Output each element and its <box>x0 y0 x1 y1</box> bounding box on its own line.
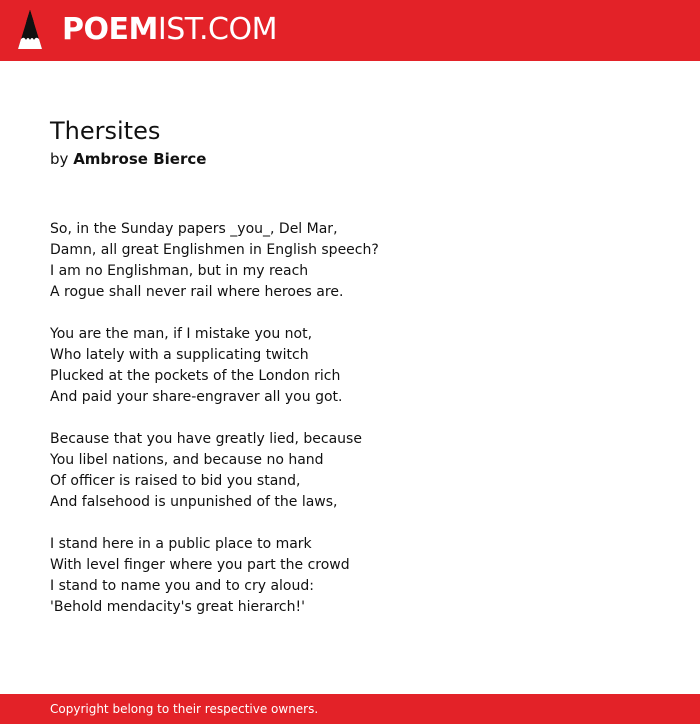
poem-line: And falsehood is unpunished of the laws, <box>50 494 338 510</box>
poem-line: Because that you have greatly lied, because <box>50 431 362 447</box>
poem-line: Who lately with a supplicating twitch <box>50 347 309 363</box>
poem-body <box>50 219 650 639</box>
poem-author[interactable]: Ambrose Bierce <box>73 150 207 168</box>
site-footer <box>0 694 700 724</box>
stanza <box>50 429 650 513</box>
poem-byline <box>50 148 206 170</box>
copyright-notice: Copyright belong to their respective owners. <box>50 702 319 716</box>
poem-line: Of officer is raised to bid you stand, <box>50 473 301 489</box>
stanza <box>50 219 650 303</box>
pencil-tip-icon <box>17 9 43 51</box>
brand-name <box>62 12 277 48</box>
poem-title: Thersites <box>50 117 161 145</box>
stanza <box>50 324 650 408</box>
brand-name-bold: POEM <box>62 12 158 47</box>
poem-line: You are the man, if I mistake you not, <box>50 326 313 342</box>
poem-line: You libel nations, and because no hand <box>50 452 324 468</box>
poem-line: A rogue shall never rail where heroes are. <box>50 284 344 300</box>
brand-name-light: IST.COM <box>157 12 277 47</box>
poem-line: 'Behold mendacity's great hierarch!' <box>50 599 305 615</box>
poem-line: I am no Englishman, but in my reach <box>50 263 309 279</box>
by-label: by <box>50 150 69 168</box>
poem-line: With level finger where you part the crowd <box>50 557 350 573</box>
site-header <box>0 0 700 61</box>
stanza <box>50 534 650 618</box>
poem-line: So, in the Sunday papers _you_, Del Mar, <box>50 221 338 237</box>
poem-line: Damn, all great Englishmen in English speech? <box>50 242 379 258</box>
poem-line: And paid your share-engraver all you got. <box>50 389 343 405</box>
poem-line: I stand to name you and to cry aloud: <box>50 578 314 594</box>
poem-line: I stand here in a public place to mark <box>50 536 312 552</box>
poem-line: Plucked at the pockets of the London rich <box>50 368 341 384</box>
